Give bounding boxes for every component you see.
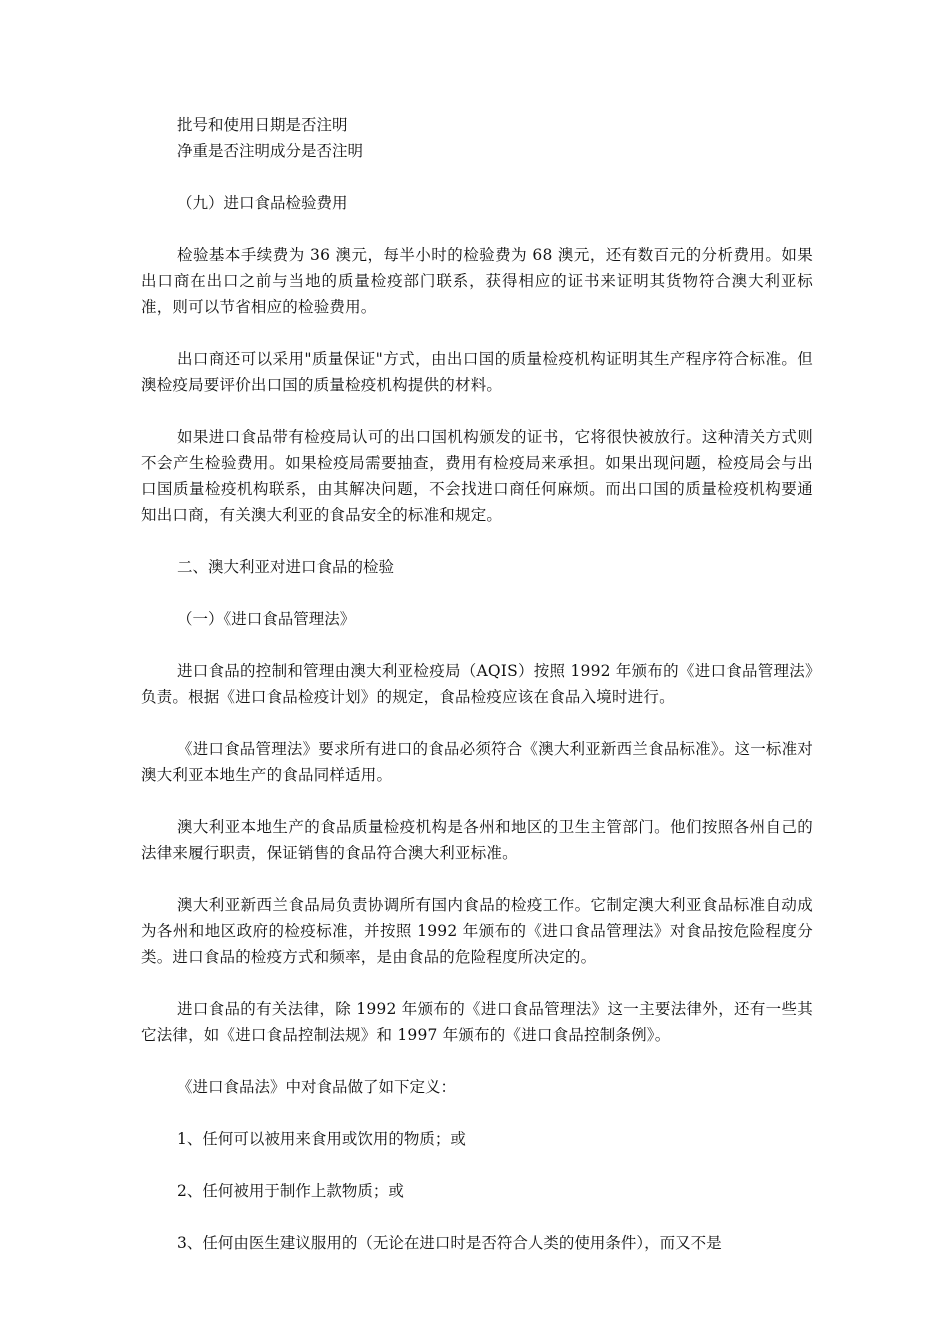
spacer (141, 866, 813, 892)
checklist-line-weight: 净重是否注明成分是否注明 (177, 142, 364, 160)
paragraph-quality-assurance: 出口商还可以采用"质量保证"方式，由出口国的质量检疫机构证明其生产程序符合标准。但澳检疫局要评价出口国的质量检疫机构提供的材料。 (141, 350, 813, 394)
paragraph-fees: 检验基本手续费为 36 澳元，每半小时的检验费为 68 澳元，还有数百元的分析费用。如果出口商在出口之前与当地的质量检疫部门联系，获得相应的证书来证明其货物符合澳大利亚标准，则可以节省相应的检验费用。 (141, 246, 813, 316)
spacer (141, 1152, 813, 1178)
spacer (141, 580, 813, 606)
spacer (141, 1100, 813, 1126)
paragraph-local-authority: 澳大利亚本地生产的食品质量检疫机构是各州和地区的卫生主管部门。他们按照各州自己的法律来履行职责，保证销售的食品符合澳大利亚标准。 (141, 818, 813, 862)
definition-item-3: 3、任何由医生建议服用的（无论在进口时是否符合人类的使用条件），而又不是 (177, 1234, 722, 1252)
document-body (141, 112, 813, 1256)
checklist-line-batch: 批号和使用日期是否注明 (177, 116, 348, 134)
subsection-heading-law: （一）《进口食品管理法》 (177, 610, 356, 628)
spacer (141, 320, 813, 346)
paragraph-control: 进口食品的控制和管理由澳大利亚检疫局（AQIS）按照 1992 年颁布的《进口食品管理法》负责。根据《进口食品检疫计划》的规定，食品检疫应该在食品入境时进行。 (141, 662, 813, 706)
section-heading-fees: （九）进口食品检验费用 (177, 194, 348, 212)
paragraph-laws: 进口食品的有关法律，除 1992 年颁布的《进口食品管理法》这一主要法律外，还有一些其它法律，如《进口食品控制法规》和 1997 年颁布的《进口食品控制条例》。 (141, 1000, 813, 1044)
spacer (141, 1048, 813, 1074)
spacer (141, 1204, 813, 1230)
paragraph-standard: 《进口食品管理法》要求所有进口的食品必须符合《澳大利亚新西兰食品标准》。这一标准对澳大利亚本地生产的食品同样适用。 (141, 740, 813, 784)
spacer (141, 788, 813, 814)
spacer (141, 632, 813, 658)
spacer (141, 216, 813, 242)
spacer (141, 528, 813, 554)
paragraph-certificate: 如果进口食品带有检疫局认可的出口国机构颁发的证书，它将很快被放行。这种清关方式则不会产生检验费用。如果检疫局需要抽查，费用有检疫局来承担。如果出现问题，检疫局会与出口国质量检疫机构联系，由其解决问题，不会找进口商任何麻烦。而出口国的质量检疫机构要通知出口商，有关澳大利亚的食品安全的标准和规定。 (141, 428, 813, 524)
spacer (141, 398, 813, 424)
spacer (141, 970, 813, 996)
definition-item-1: 1、任何可以被用来食用或饮用的物质；或 (177, 1130, 466, 1148)
spacer (141, 164, 813, 190)
spacer (141, 710, 813, 736)
paragraph-anzfa: 澳大利亚新西兰食品局负责协调所有国内食品的检疫工作。它制定澳大利亚食品标准自动成为各州和地区政府的检疫标准，并按照 1992 年颁布的《进口食品管理法》对食品按危险程度分类。进口食品的检疫方式和频率，是由食品的危险程度所决定的。 (141, 896, 813, 966)
paragraph-definition-intro: 《进口食品法》中对食品做了如下定义： (177, 1078, 457, 1096)
section-heading-inspection: 二、澳大利亚对进口食品的检验 (177, 558, 395, 576)
definition-item-2: 2、任何被用于制作上款物质；或 (177, 1182, 404, 1200)
